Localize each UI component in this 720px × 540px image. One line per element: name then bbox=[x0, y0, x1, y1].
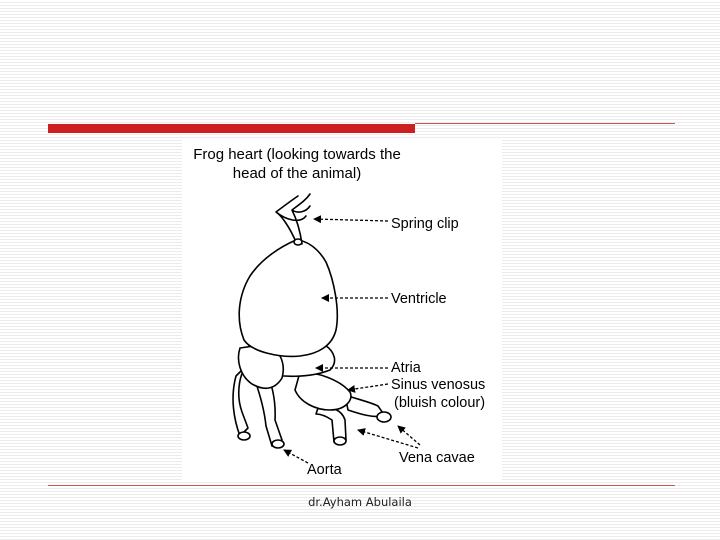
footer-author: dr.Ayham Abulaila bbox=[308, 495, 412, 509]
label-ventricle: Ventricle bbox=[391, 291, 447, 307]
label-sinus-note: (bluish colour) bbox=[394, 395, 486, 411]
label-spring-clip: Spring clip bbox=[391, 216, 459, 232]
pointer-sinus-venosus bbox=[348, 384, 388, 390]
label-aorta: Aorta bbox=[307, 462, 342, 478]
label-sinus-venosus: Sinus venosus bbox=[391, 377, 486, 393]
vena-cava-left-opening bbox=[334, 437, 346, 445]
label-atria: Atria bbox=[391, 360, 421, 376]
pointer-spring-clip bbox=[314, 219, 388, 221]
vena-cava-right-opening bbox=[377, 412, 391, 422]
pointer-aorta bbox=[284, 450, 308, 463]
sinus-venosus-shape bbox=[295, 372, 351, 410]
aorta-left-end bbox=[238, 432, 250, 440]
pointer-vena-cava-left bbox=[358, 430, 418, 448]
figure-title-line-2: head of the animal) bbox=[232, 165, 362, 182]
footer-rule-line bbox=[48, 485, 675, 486]
aorta-right-end bbox=[272, 440, 284, 448]
spring-clip bbox=[276, 194, 310, 244]
heart-drawing bbox=[233, 194, 391, 448]
clip-tip bbox=[294, 239, 302, 245]
figure-title-line-1: Frog heart (looking towards the bbox=[193, 146, 401, 163]
label-vena-cavae: Vena cavae bbox=[399, 450, 475, 466]
pointer-vena-cava-right bbox=[398, 426, 420, 445]
